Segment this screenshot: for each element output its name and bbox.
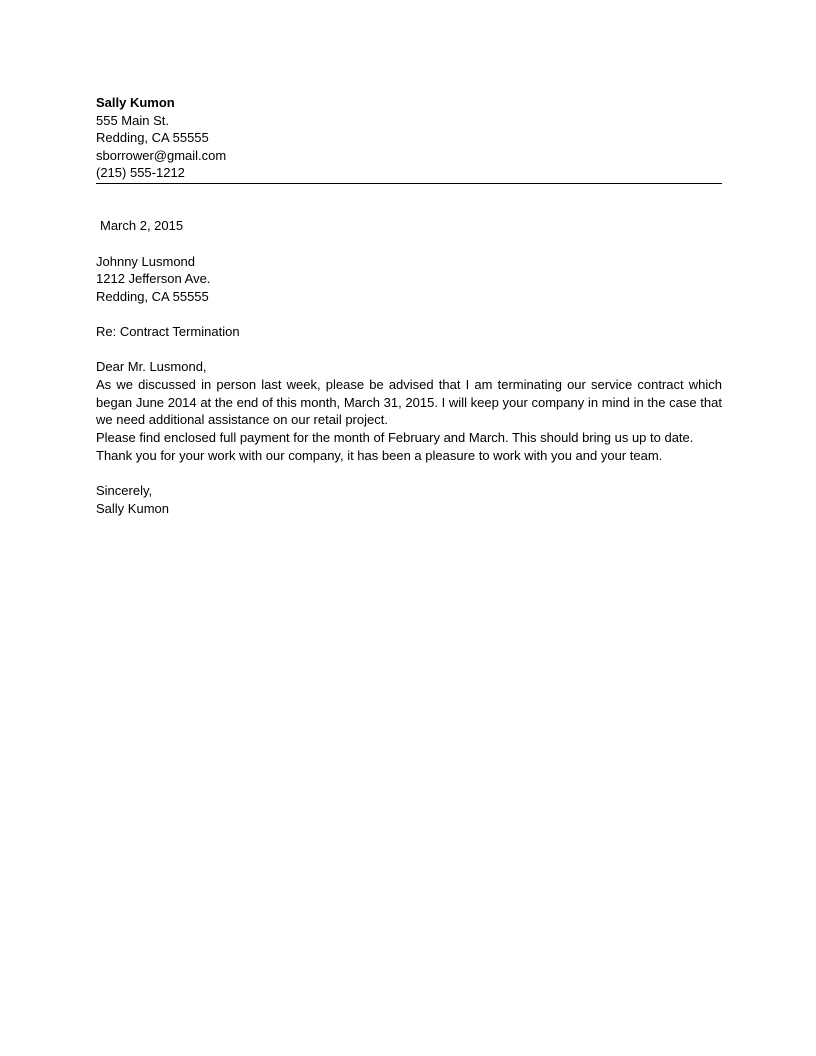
letter-page [96, 94, 722, 517]
body-paragraph-1: As we discussed in person last week, please be advised that I am terminating our service contract which began June 2014 at the end of this month, March 31, 2015. I will keep your company in mind in the case that we need additional assistance on our retail project. [96, 376, 722, 428]
salutation: Dear Mr. Lusmond, [96, 359, 207, 375]
letter-date: March 2, 2015 [100, 217, 184, 233]
recipient-city: Redding, CA 55555 [96, 288, 209, 304]
body-paragraph-2: Please find enclosed full payment for the month of February and March. This should bring us up to date. Thank you for your work with our company, it has been a pleasure to work with you and your team. [96, 430, 694, 463]
recipient-name: Johnny Lusmond [96, 253, 196, 269]
recipient-address [96, 253, 722, 306]
closing-block [96, 482, 722, 517]
sender-phone: (215) 555-1212 [96, 165, 185, 181]
sender-name: Sally Kumon [96, 95, 175, 110]
closing: Sincerely, [96, 483, 153, 499]
signature-name: Sally Kumon [96, 500, 169, 516]
letterhead [96, 94, 722, 184]
recipient-street: 1212 Jefferson Ave. [96, 271, 211, 287]
subject-line: Re: Contract Termination [96, 323, 240, 339]
sender-email: sborrower@gmail.com [96, 147, 227, 163]
sender-city: Redding, CA 55555 [96, 130, 209, 146]
sender-street: 555 Main St. [96, 112, 169, 128]
